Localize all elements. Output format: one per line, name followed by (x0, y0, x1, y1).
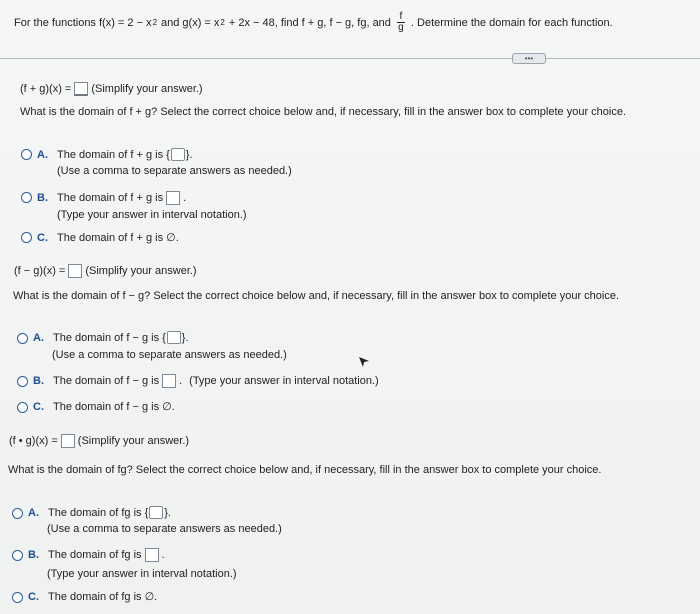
set-input-box[interactable] (149, 506, 163, 519)
choice-letter: B. (37, 192, 48, 204)
prompt-part-4: . Determine the domain for each function. (410, 16, 613, 29)
answer-label: (f + g)(x) = (20, 83, 72, 95)
choice-text: The domain of f − g is (53, 375, 160, 387)
prompt-part-1: For the functions f(x) = 2 − x (14, 16, 152, 29)
answer-input-f-plus-g[interactable] (74, 82, 88, 96)
choice-letter: C. (33, 400, 44, 413)
fraction-denominator: g (398, 22, 404, 33)
set-input-box[interactable] (167, 331, 181, 344)
choice-text: The domain of fg is (48, 506, 142, 519)
answer-row-f-times-g (9, 434, 189, 448)
radio-option-c[interactable] (21, 232, 32, 243)
mouse-cursor-icon (358, 356, 370, 368)
answer-hint: (Simplify your answer.) (85, 265, 197, 277)
question-header (0, 0, 700, 52)
radio-option-b[interactable] (12, 550, 23, 561)
choice-c (28, 590, 157, 603)
choice-letter: B. (28, 549, 39, 561)
exponent: 2 (152, 18, 158, 27)
choice-c (33, 400, 175, 413)
radio-option-a[interactable] (21, 149, 32, 160)
choice-letter: B. (33, 375, 44, 387)
choice-letter: C. (37, 231, 48, 244)
radio-option-b[interactable] (21, 192, 32, 203)
prompt-part-3: + 2x − 48, find f + g, f − g, fg, and (228, 16, 391, 29)
choice-text: The domain of f − g is ∅. (53, 401, 175, 413)
choice-b: B. The domain of f + g is . (37, 192, 187, 204)
set-input[interactable]: { }. (144, 506, 171, 519)
domain-question: What is the domain of f − g? Select the correct choice below and, if necessary, fill in the answer box to complete your choice. (13, 290, 620, 302)
choice-note: (Type your answer in interval notation.) (47, 568, 237, 580)
choice-text: The domain of f + g is ∅. (57, 232, 179, 244)
choice-note: (Use a comma to separate answers as needed.) (57, 165, 292, 177)
set-input[interactable]: { }. (162, 331, 189, 344)
choice-text: The domain of f − g is (53, 331, 160, 344)
prompt-part-2: and g(x) = x (161, 16, 220, 29)
choice-letter: A. (37, 148, 48, 161)
exponent: 2 (220, 18, 225, 27)
radio-option-c[interactable] (12, 592, 23, 603)
interval-input[interactable] (145, 548, 159, 562)
radio-option-b[interactable] (17, 376, 28, 387)
domain-question: What is the domain of fg? Select the correct choice below and, if necessary, fill in the answer box to complete your choice. (8, 464, 602, 476)
answer-row-f-plus-g (20, 82, 203, 96)
choice-text: The domain of fg is (48, 549, 142, 561)
choice-a (28, 506, 171, 519)
interval-input[interactable] (166, 191, 180, 205)
answer-row-f-minus-g (14, 264, 197, 278)
radio-option-a[interactable] (17, 333, 28, 344)
choice-note: (Use a comma to separate answers as needed.) (47, 523, 282, 535)
domain-question: What is the domain of f + g? Select the correct choice below and, if necessary, fill in the answer box to complete your choice. (20, 106, 627, 118)
choice-b: B. The domain of f − g is . (Type your answer in interval notation.) (33, 375, 379, 387)
choice-text: The domain of fg is ∅. (48, 591, 158, 603)
set-input-box[interactable] (171, 148, 185, 161)
choice-a (37, 148, 193, 161)
answer-hint: (Simplify your answer.) (91, 83, 203, 95)
choice-text: The domain of f + g is (57, 192, 164, 204)
choice-letter: A. (33, 331, 44, 344)
set-input[interactable]: { }. (166, 148, 193, 161)
choice-b: B. The domain of fg is . (28, 549, 165, 561)
expand-more-button[interactable]: ••• (512, 53, 546, 64)
choice-note: (Use a comma to separate answers as needed.) (52, 349, 287, 361)
question-prompt (14, 12, 613, 33)
interval-input[interactable] (162, 374, 176, 388)
fraction-f-over-g (397, 12, 405, 33)
answer-input-f-times-g[interactable] (61, 434, 75, 448)
choice-c (37, 231, 179, 244)
choice-note: (Type your answer in interval notation.) (189, 375, 379, 387)
radio-option-a[interactable] (12, 508, 23, 519)
answer-label: (f − g)(x) = (14, 265, 66, 277)
answer-input-f-minus-g[interactable] (68, 264, 82, 278)
choice-note: (Type your answer in interval notation.) (57, 209, 247, 221)
choice-a (33, 331, 189, 344)
choice-letter: C. (28, 590, 39, 603)
answer-hint: (Simplify your answer.) (77, 435, 190, 447)
choice-letter: A. (28, 506, 39, 519)
answer-label: (f • g)(x) = (9, 435, 58, 447)
radio-option-c[interactable] (17, 402, 28, 413)
divider (0, 58, 700, 59)
fraction-numerator: f (399, 11, 403, 22)
choice-text: The domain of f + g is (57, 148, 164, 161)
